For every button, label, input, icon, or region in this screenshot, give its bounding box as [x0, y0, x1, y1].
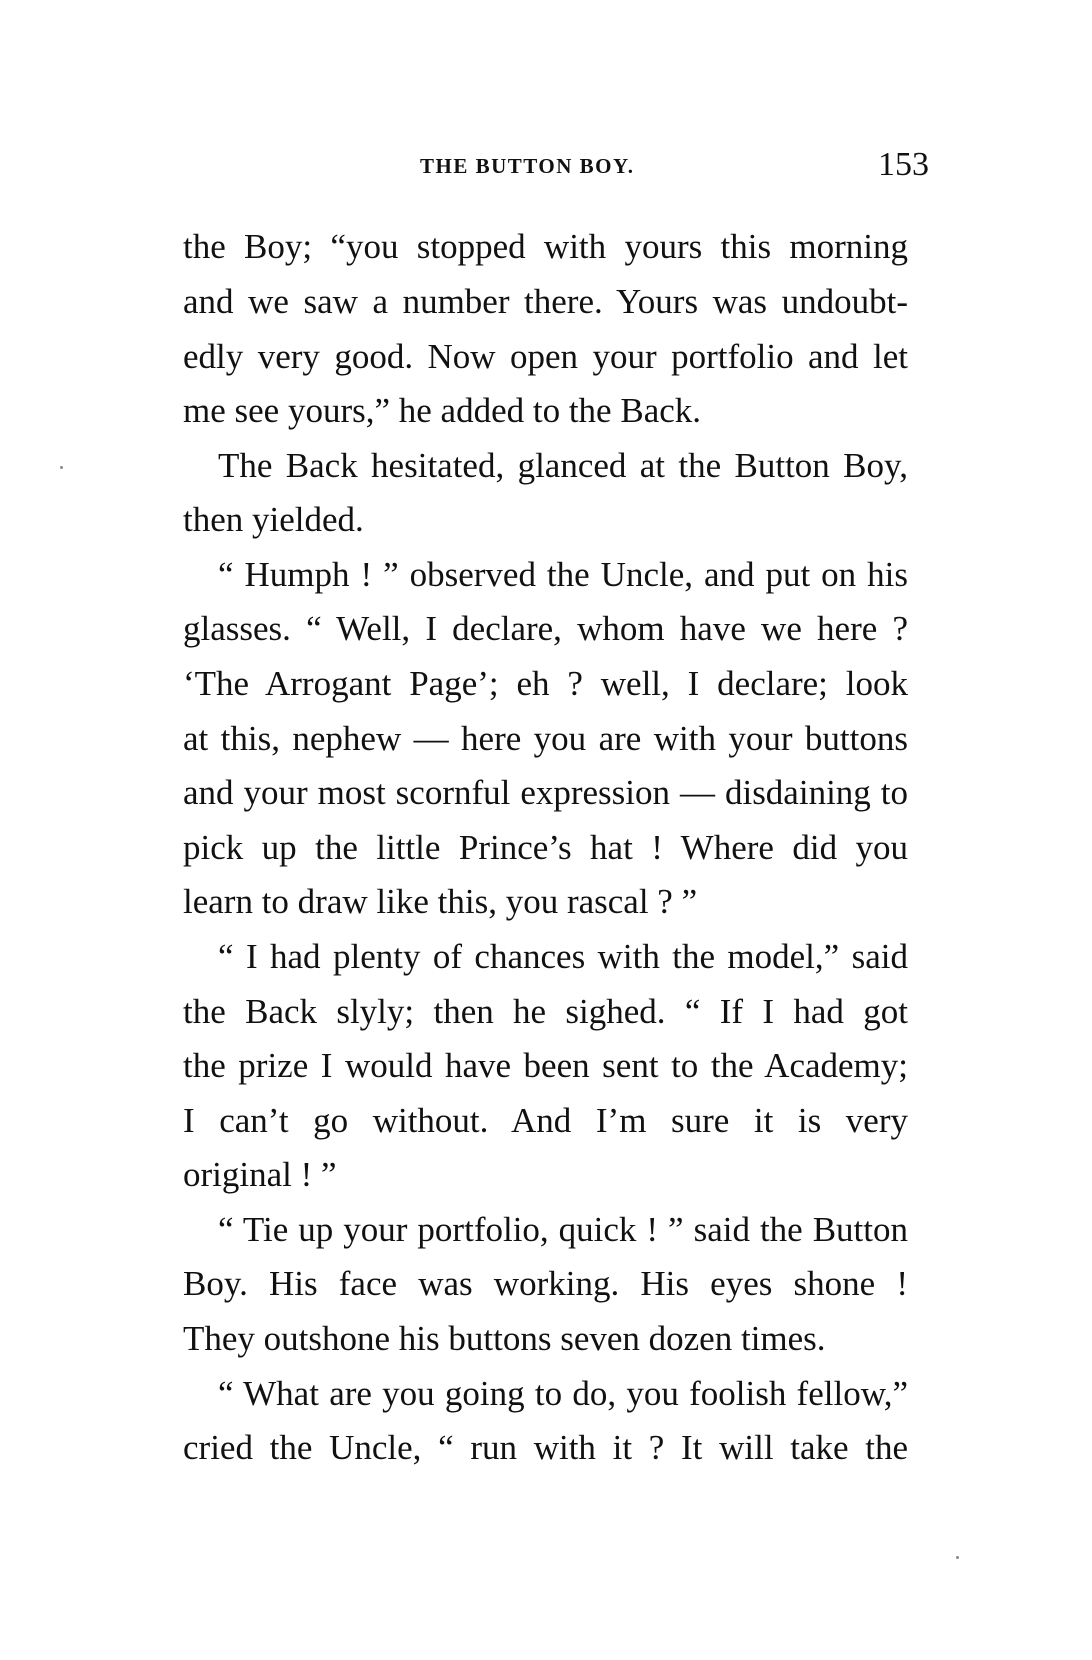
text-line: The Back hesitated, glanced at the Button Boy,	[218, 446, 908, 485]
text-line: pick up the little Prince’s hat ! Where did you	[183, 828, 908, 867]
text-line: glasses. “ Well, I declare, whom have we here ?	[183, 609, 908, 648]
text-line: “ Humph ! ” observed the Uncle, and put on his	[218, 555, 908, 594]
text-line: cried the Uncle, “ run with it ? It will take the	[183, 1428, 908, 1467]
text-line: “ Tie up your portfolio, quick ! ” said the Button	[218, 1210, 908, 1249]
text-line: the Back slyly; then he sighed. “ If I had got	[183, 992, 908, 1031]
text-line: “ What are you going to do, you foolish fellow,”	[218, 1374, 908, 1413]
running-title: THE BUTTON BOY.	[420, 154, 635, 178]
scan-speck	[60, 466, 63, 469]
text-line: the Boy; “you stopped with yours this morning	[183, 227, 908, 266]
running-header	[0, 146, 1092, 190]
text-line: original ! ”	[183, 1155, 337, 1194]
text-line: “ I had plenty of chances with the model,” said	[218, 937, 908, 976]
text-line: edly very good. Now open your portfolio and let	[183, 337, 908, 376]
text-line: I can’t go without. And I’m sure it is very	[183, 1101, 908, 1140]
text-line: then yielded.	[183, 500, 364, 539]
text-line: the prize I would have been sent to the Academy;	[183, 1046, 908, 1085]
scan-speck	[956, 1556, 959, 1559]
page-number: 153	[878, 146, 929, 183]
text-line: and your most scornful expression — disdaining to	[183, 773, 908, 812]
text-line: me see yours,” he added to the Back.	[183, 391, 702, 430]
text-line: They outshone his buttons seven dozen times.	[183, 1319, 826, 1358]
text-line: learn to draw like this, you rascal ? ”	[183, 882, 698, 921]
text-line: ‘The Arrogant Page’; eh ? well, I declare; look	[183, 664, 908, 703]
text-line: and we saw a number there. Yours was undoubt-	[183, 282, 908, 321]
text-line: at this, nephew — here you are with your buttons	[183, 719, 908, 758]
text-line: Boy. His face was working. His eyes shone !	[183, 1264, 908, 1303]
